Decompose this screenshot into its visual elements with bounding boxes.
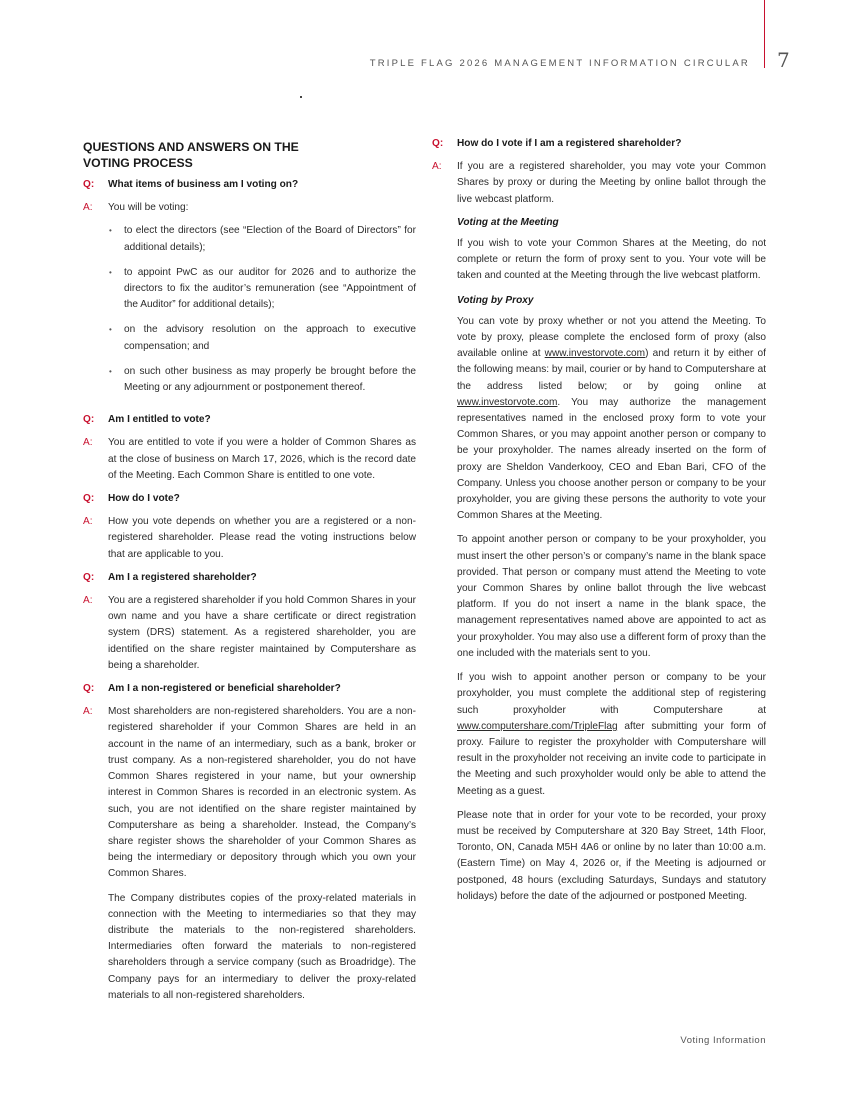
answer-text: How you vote depends on whether you are a registered or a non-registered shareholder. Please read the voting instructions below that are applicable to you. (108, 516, 416, 560)
question-text: How do I vote? (108, 493, 180, 505)
question-2 (83, 412, 416, 428)
answer-2 (83, 435, 416, 484)
computershare-link[interactable]: www.computershare.com/TripleFlag (457, 720, 618, 732)
a-label: A: (432, 161, 442, 173)
answer-1 (83, 200, 416, 405)
subheading-voting-at-meeting: Voting at the Meeting (457, 216, 559, 228)
paragraph: If you wish to vote your Common Shares at the Meeting, do not complete or return the form of proxy sent to you. Your vote will be taken and counted at the Meeting through the live webcast platform. (457, 238, 766, 282)
a-label: A: (83, 595, 93, 607)
subheading-voting-by-proxy: Voting by Proxy (457, 294, 534, 306)
q-label: Q: (83, 414, 95, 426)
q-label: Q: (83, 179, 95, 190)
q-label: Q: (83, 493, 95, 505)
header-accent-line (764, 0, 765, 68)
answer-3 (83, 514, 416, 563)
q-label: Q: (83, 571, 95, 583)
left-column (83, 139, 416, 1011)
a-label: A: (83, 706, 93, 718)
paragraph: You can vote by proxy whether or not you attend the Meeting. To vote by proxy, please complete the enclosed form of proxy (also available online at www.investorvote.com) and return it by either of the following means: by mail, courier or by hand to Computershare at the address listed below; or by going online at www.investorvote.com. You may authorize the management representatives named in the enclosed proxy form to vote your Common Shares, or you may appoint another person or company to be your proxyholder. The names already inserted on the form of proxy are Sheldon Vanderkooy, CEO and Eban Bari, CFO of the Company. Unless you choose another person or company to be your proxyholder, you are giving these persons the authority to vote your Common Shares at the Meeting. (457, 315, 766, 522)
a-label: A: (83, 437, 93, 449)
list-item: • on the advisory resolution on the approach to executive compensation; and (108, 322, 416, 354)
investorvote-link[interactable]: www.investorvote.com (544, 348, 646, 360)
document-title: TRIPLE FLAG 2026 MANAGEMENT INFORMATION CIRCULAR (369, 58, 750, 69)
answer-text: You are a registered shareholder if you hold Common Shares in your own name and you have a share certificate or direct registration system (DRS) statement. As a registered shareholder, you are identified on the share register maintained by Computershare as being a shareholder. (108, 595, 416, 671)
answer-4 (83, 593, 416, 674)
answer-text: If you are a registered shareholder, you may vote your Common Shares by proxy or during the Meeting by online ballot through the live webcast platform. (457, 161, 766, 205)
bullet-list (108, 223, 416, 396)
question-text: Am I a registered shareholder? (108, 571, 257, 583)
answer-text: You will be voting: (108, 202, 189, 214)
question-3 (83, 491, 416, 507)
paragraph: Please note that in order for your vote to be recorded, your proxy must be received by Computershare at 320 Bay Street, 14th Floor, Toronto, ON, Canada M5H 4A6 or online by no later than 10:00 a.m. (Eastern Time) on May 4, 2026 or, if the Meeting is adjourned or postponed, 48 hours (excluding Saturdays, Sundays and statutory holidays) before the date of the adjourned or postponed Meeting. (457, 809, 766, 902)
answer-paragraph: The Company distributes copies of the proxy-related materials in connection with the Meeting to intermediaries so that they may distribute the materials to the non-registered shareholders. Intermediaries often forward the materials to non-registered shareholders through a service company (such as Broadridge). The Company pays for an intermediary to deliver the proxy-related materials to all non-registered shareholders. (108, 892, 416, 1001)
answer-6 (432, 159, 766, 208)
answer-5 (83, 704, 416, 1004)
list-item: • to elect the directors (see “Election of the Board of Directors” for additional details); (108, 223, 416, 255)
question-4 (83, 570, 416, 586)
stray-dot (300, 96, 302, 98)
section-title: QUESTIONS AND ANSWERS ON THE VOTING PROCESS (83, 140, 299, 170)
a-label: A: (83, 516, 93, 528)
page-number: 7 (777, 48, 790, 72)
question-text: What items of business am I voting on? (108, 179, 299, 190)
question-text: How do I vote if I am a registered shareholder? (457, 138, 682, 149)
question-text: Am I entitled to vote? (108, 414, 211, 426)
investorvote-link[interactable]: www.investorvote.com (457, 396, 558, 408)
footer-section-label: Voting Information (680, 1035, 766, 1046)
answer-paragraph: Most shareholders are non-registered shareholders. You are a non-registered shareholder if your Common Shares are held in an account in the name of an intermediary, such as a bank, broker or trust company. As a non-registered shareholder, you do not have Common Shares registered in your name, but your ownership interest in Common Shares is recorded in an electronic system. As such, you are not identified on the share register maintained by Computershare as being a shareholder. Instead, the Company’s share register shows the shareholder of your Common Shares as being the intermediary or depository through which you own your Common Shares. (108, 706, 416, 880)
q-label: Q: (83, 683, 95, 695)
right-column (432, 136, 766, 913)
a-label: A: (83, 202, 93, 214)
paragraph: If you wish to appoint another person or company to be your proxyholder, you must complete the additional step of registering such proxyholder with Computershare at www.computershare.com/TripleFlag after submitting your form of proxy. Failure to register the proxyholder with Computershare will result in the proxyholder not receiving an invite code to participate in the Meeting and such proxyholder would only be able to attend the Meeting as a guest. (457, 672, 766, 797)
question-1 (83, 177, 416, 193)
paragraph: To appoint another person or company to be your proxyholder, you must insert the other person’s or company’s name in the blank space provided. That person or company must attend the Meeting to vote your Common Shares by online ballot through the live webcast platform. If you do not insert a name in the blank space, the management representatives named above are appointed to act as your proxyholder. You may also use a different form of proxy than the one included with the materials sent to you. (457, 534, 766, 659)
list-item: • on such other business as may properly be brought before the Meeting or any adjournment or postponement thereof. (108, 364, 416, 396)
q-label: Q: (432, 138, 444, 149)
question-text: Am I a non-registered or beneficial shareholder? (108, 683, 341, 695)
list-item: • to appoint PwC as our auditor for 2026 and to authorize the directors to fix the auditor’s remuneration (see “Appointment of the Auditor” for additional details); (108, 265, 416, 314)
question-5 (83, 681, 416, 697)
answer-text: You are entitled to vote if you were a holder of Common Shares as at the close of business on March 17, 2026, which is the record date of the Meeting. Each Common Share is entitled to one vote. (108, 437, 416, 481)
question-6 (432, 136, 766, 152)
